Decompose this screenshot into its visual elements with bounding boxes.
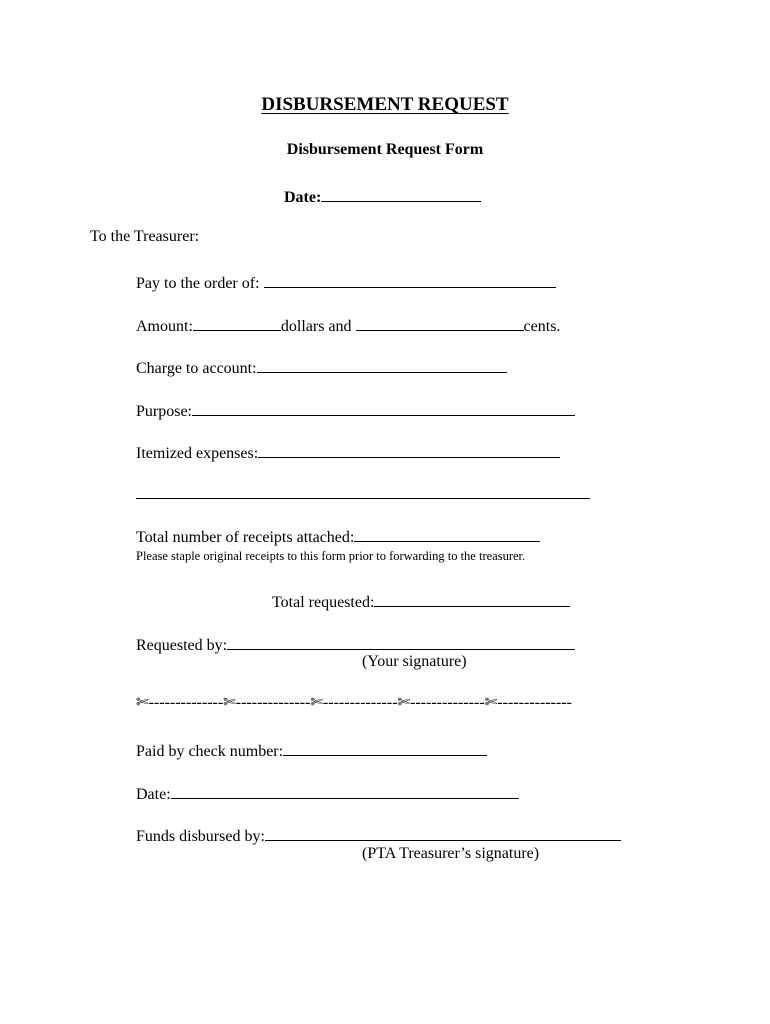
form-subtitle: Disbursement Request Form — [286, 141, 484, 158]
scissors-icon: ✄ — [310, 695, 323, 711]
check-field — [136, 738, 487, 761]
cut-dashes: -------------- — [148, 694, 224, 711]
pay-to-blank[interactable] — [264, 270, 556, 288]
staple-note: Please staple original receipts to this form prior to forwarding to the treasurer. — [136, 549, 526, 563]
itemized-field — [136, 440, 560, 463]
scissors-icon: ✄ — [397, 695, 411, 711]
amount-field — [136, 313, 560, 336]
receipts-label: Total number of receipts attached: — [136, 529, 355, 546]
dollars-label: dollars and — [280, 318, 352, 335]
cents-label: cents. — [523, 318, 561, 335]
pay-to-field — [136, 270, 556, 293]
purpose-field — [136, 398, 575, 421]
form-title-text: DISBURSEMENT REQUEST — [261, 94, 509, 115]
cut-dashes: -------------- — [235, 694, 311, 711]
total-blank[interactable] — [374, 589, 570, 607]
cut-dashes: -------------- — [322, 694, 398, 711]
itemized-extra-line[interactable] — [136, 480, 590, 499]
pay-to-label: Pay to the order of: — [136, 275, 260, 292]
amount-label: Amount: — [136, 318, 193, 335]
total-label: Total requested: — [272, 594, 375, 611]
cut-dashes: -------------- — [497, 694, 572, 711]
your-signature-caption: (Your signature) — [362, 653, 467, 670]
cents-blank[interactable] — [356, 313, 524, 331]
receipts-blank[interactable] — [354, 524, 540, 542]
itemized-label: Itemized expenses: — [136, 445, 259, 462]
form-title — [0, 94, 770, 116]
cut-dashes: -------------- — [410, 694, 485, 711]
date-blank[interactable] — [321, 184, 481, 202]
funds-label: Funds disbursed by: — [136, 828, 265, 845]
requested-field — [136, 632, 575, 655]
purpose-label: Purpose: — [136, 403, 192, 420]
scissors-icon: ✄ — [223, 695, 236, 711]
charge-label: Charge to account: — [136, 360, 257, 377]
requested-label: Requested by: — [136, 637, 228, 654]
cut-line — [136, 693, 572, 712]
charge-field — [136, 355, 507, 378]
requested-blank[interactable] — [227, 632, 575, 650]
date-label: Date: — [284, 189, 322, 206]
charge-blank[interactable] — [257, 355, 507, 373]
dollars-blank[interactable] — [193, 313, 281, 331]
itemized-blank[interactable] — [258, 440, 560, 458]
check-blank[interactable] — [283, 738, 487, 756]
treasurer-signature-caption: (PTA Treasurer’s signature) — [362, 845, 540, 862]
greeting: To the Treasurer: — [90, 228, 200, 245]
scissors-icon: ✄ — [484, 695, 498, 711]
check-label: Paid by check number: — [136, 743, 284, 760]
date2-field — [136, 781, 519, 804]
funds-blank[interactable] — [265, 823, 621, 841]
total-field — [272, 589, 570, 612]
date2-label: Date: — [136, 786, 171, 803]
funds-field — [136, 823, 621, 846]
date-field — [284, 184, 481, 207]
receipts-field — [136, 524, 540, 547]
purpose-blank[interactable] — [192, 398, 575, 416]
date2-blank[interactable] — [171, 781, 519, 799]
scissors-icon: ✄ — [136, 695, 149, 711]
